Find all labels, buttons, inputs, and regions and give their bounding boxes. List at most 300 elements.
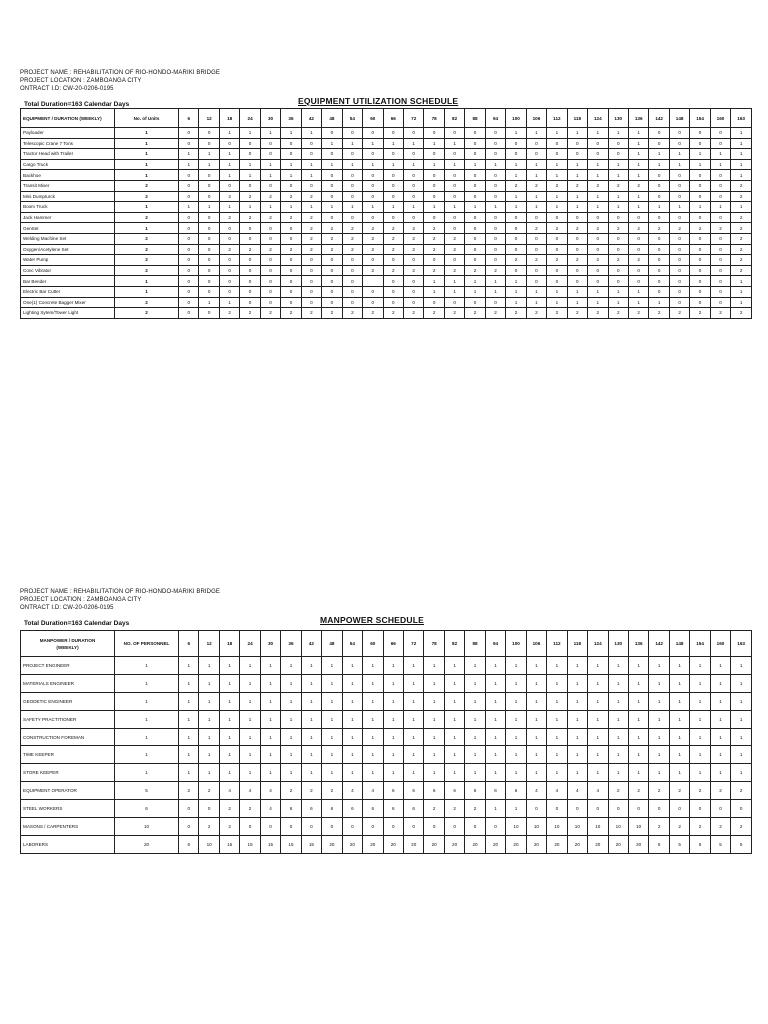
table-cell: 5 xyxy=(710,835,730,853)
week-header-72: 72 xyxy=(403,631,423,657)
table-cell: 0 xyxy=(322,128,342,139)
row-label: Boom Truck xyxy=(21,202,115,213)
table-cell: 1 xyxy=(281,746,301,764)
row-label: GenSet xyxy=(21,223,115,234)
table-cell: 0 xyxy=(690,233,710,244)
table-cell: 0 xyxy=(628,276,648,287)
table-cell: 0 xyxy=(485,223,505,234)
table-cell: 1 xyxy=(363,159,383,170)
week-header-66: 66 xyxy=(383,109,403,128)
table-cell: 1 xyxy=(710,692,730,710)
table-cell: 1 xyxy=(424,276,444,287)
table-cell: 1 xyxy=(363,657,383,675)
table-cell: 1 xyxy=(260,128,280,139)
table-cell: 0 xyxy=(301,149,321,160)
table-cell: 1 xyxy=(281,159,301,170)
table-cell: 2 xyxy=(731,223,752,234)
row-label: Water Pump xyxy=(21,255,115,266)
table-cell: 2 xyxy=(547,223,567,234)
table-cell: 1 xyxy=(403,159,423,170)
table-cell: 1 xyxy=(219,710,239,728)
table-cell: 0 xyxy=(219,233,239,244)
row-units: 2 xyxy=(115,265,179,276)
table-cell: 0 xyxy=(608,149,628,160)
table-cell: 20 xyxy=(322,835,342,853)
table-cell: 0 xyxy=(669,297,689,308)
table-cell: 0 xyxy=(199,223,219,234)
table-cell: 20 xyxy=(506,835,526,853)
table-cell: 0 xyxy=(342,276,362,287)
table-cell: 2 xyxy=(424,800,444,818)
table-row xyxy=(21,297,752,308)
table-cell: 0 xyxy=(199,191,219,202)
table-row xyxy=(21,710,752,728)
table-cell: 1 xyxy=(710,657,730,675)
table-cell: 1 xyxy=(485,764,505,782)
column-header-equipment: EQUIPMENT / DURATION (WEEKLY) xyxy=(21,109,115,128)
table-cell: 0 xyxy=(444,818,464,836)
table-cell: 1 xyxy=(240,202,260,213)
row-units: 2 xyxy=(115,212,179,223)
row-units: 5 xyxy=(115,782,179,800)
table-cell: 1 xyxy=(240,159,260,170)
table-cell: 0 xyxy=(506,233,526,244)
table-cell: 1 xyxy=(669,710,689,728)
row-units: 1 xyxy=(115,286,179,297)
table-cell: 0 xyxy=(179,128,199,139)
table-cell: 1 xyxy=(710,728,730,746)
table-cell: 0 xyxy=(567,800,587,818)
table-cell: 0 xyxy=(444,297,464,308)
table-cell: 1 xyxy=(506,800,526,818)
table-cell: 0 xyxy=(628,265,648,276)
week-header-48: 48 xyxy=(322,631,342,657)
week-header-30: 30 xyxy=(260,109,280,128)
table-cell: 1 xyxy=(669,746,689,764)
table-cell: 1 xyxy=(669,657,689,675)
table-cell: 1 xyxy=(526,128,546,139)
table-cell: 1 xyxy=(588,710,608,728)
row-units: 1 xyxy=(115,746,179,764)
table-cell: 1 xyxy=(628,710,648,728)
table-cell: 0 xyxy=(710,800,730,818)
table-cell: 0 xyxy=(669,170,689,181)
table-cell: 1 xyxy=(710,149,730,160)
table-cell: 0 xyxy=(199,180,219,191)
contract-id: ONTRACT I.D: CW-20-0206-0195 xyxy=(20,605,114,611)
row-label: Oxygen/Acetylene Set xyxy=(21,244,115,255)
table-cell: 2 xyxy=(219,308,239,319)
table-cell: 10 xyxy=(199,835,219,853)
table-cell: 1 xyxy=(669,149,689,160)
table-cell: 1 xyxy=(710,710,730,728)
table-cell: 15 xyxy=(219,835,239,853)
table-cell: 1 xyxy=(260,692,280,710)
table-cell: 2 xyxy=(444,308,464,319)
table-cell: 1 xyxy=(567,674,587,692)
table-cell: 0 xyxy=(424,818,444,836)
table-cell: 2 xyxy=(710,782,730,800)
table-cell: 0 xyxy=(383,276,403,287)
project-location: PROJECT LOCATION : ZAMBOANGA CITY xyxy=(20,597,142,603)
table-cell: 15 xyxy=(260,835,280,853)
table-cell: 0 xyxy=(485,128,505,139)
row-units: 1 xyxy=(115,202,179,213)
table-cell: 1 xyxy=(567,297,587,308)
table-cell: 2 xyxy=(281,212,301,223)
table-cell: 0 xyxy=(240,233,260,244)
table-cell: 1 xyxy=(363,728,383,746)
table-cell: 0 xyxy=(608,800,628,818)
table-cell: 0 xyxy=(179,138,199,149)
table-cell: 1 xyxy=(342,746,362,764)
table-cell: 1 xyxy=(444,202,464,213)
table-cell: 0 xyxy=(649,128,669,139)
table-cell: 1 xyxy=(690,149,710,160)
table-cell: 1 xyxy=(567,728,587,746)
table-cell: 2 xyxy=(322,308,342,319)
table-cell: 1 xyxy=(403,710,423,728)
table-cell: 2 xyxy=(690,223,710,234)
table-cell: 0 xyxy=(465,149,485,160)
table-cell: 1 xyxy=(526,657,546,675)
table-cell: 0 xyxy=(649,265,669,276)
table-cell: 1 xyxy=(588,746,608,764)
table-cell: 6 xyxy=(444,782,464,800)
table-cell: 0 xyxy=(219,255,239,266)
table-cell: 0 xyxy=(690,286,710,297)
table-cell: 0 xyxy=(179,223,199,234)
table-cell: 0 xyxy=(465,255,485,266)
table-cell: 0 xyxy=(322,212,342,223)
table-cell: 1 xyxy=(608,202,628,213)
table-cell: 0 xyxy=(179,212,199,223)
column-header-manpower: MANPOWER / DURATION (WEEKLY) xyxy=(21,631,115,657)
table-cell: 1 xyxy=(547,692,567,710)
table-cell: 2 xyxy=(301,308,321,319)
table-cell: 0 xyxy=(710,297,730,308)
table-cell: 1 xyxy=(199,746,219,764)
table-cell: 1 xyxy=(424,159,444,170)
table-cell: 0 xyxy=(240,286,260,297)
table-cell: 2 xyxy=(731,233,752,244)
table-cell: 1 xyxy=(322,728,342,746)
table-cell: 1 xyxy=(710,202,730,213)
table-cell: 1 xyxy=(547,297,567,308)
table-cell: 6 xyxy=(301,800,321,818)
table-cell: 1 xyxy=(199,710,219,728)
table-cell: 1 xyxy=(219,149,239,160)
table-cell: 0 xyxy=(506,265,526,276)
table-cell: 1 xyxy=(608,159,628,170)
week-header-12: 12 xyxy=(199,631,219,657)
table-cell: 1 xyxy=(547,764,567,782)
table-cell: 0 xyxy=(567,149,587,160)
table-cell: 1 xyxy=(363,764,383,782)
table-row xyxy=(21,818,752,836)
table-cell: 1 xyxy=(465,159,485,170)
row-label: Electric Bar Cutter xyxy=(21,286,115,297)
table-cell: 2 xyxy=(199,782,219,800)
row-label: Welding Machine Set xyxy=(21,233,115,244)
table-cell: 1 xyxy=(608,746,628,764)
table-cell: 1 xyxy=(506,657,526,675)
table-cell: 20 xyxy=(485,835,505,853)
table-cell: 2 xyxy=(731,212,752,223)
table-cell: 2 xyxy=(669,782,689,800)
table-cell: 0 xyxy=(731,800,752,818)
table-cell: 1 xyxy=(403,202,423,213)
row-label: MASONS / CARPENTERS xyxy=(21,818,115,836)
row-units: 2 xyxy=(115,244,179,255)
table-cell: 1 xyxy=(240,692,260,710)
table-cell: 1 xyxy=(608,657,628,675)
table-cell: 0 xyxy=(485,233,505,244)
table-cell: 0 xyxy=(363,170,383,181)
table-cell: 0 xyxy=(485,170,505,181)
table-cell: 2 xyxy=(424,265,444,276)
table-cell: 1 xyxy=(424,692,444,710)
week-header-118: 118 xyxy=(567,109,587,128)
table-cell: 0 xyxy=(179,276,199,287)
table-cell: 1 xyxy=(179,159,199,170)
table-cell: 1 xyxy=(649,764,669,782)
table-cell: 1 xyxy=(322,138,342,149)
week-header-148: 148 xyxy=(669,109,689,128)
table-cell: 2 xyxy=(444,233,464,244)
table-cell: 0 xyxy=(669,138,689,149)
table-cell: 6 xyxy=(424,782,444,800)
row-label: Lighting Sytem/Tower Light xyxy=(21,308,115,319)
table-cell: 0 xyxy=(649,276,669,287)
table-cell: 1 xyxy=(506,170,526,181)
table-cell: 2 xyxy=(588,223,608,234)
table-cell: 0 xyxy=(383,170,403,181)
table-cell: 1 xyxy=(281,170,301,181)
table-cell: 0 xyxy=(322,191,342,202)
table-cell: 1 xyxy=(260,170,280,181)
table-cell: 0 xyxy=(199,265,219,276)
table-cell: 1 xyxy=(547,128,567,139)
table-cell: 4 xyxy=(547,782,567,800)
table-cell: 0 xyxy=(199,128,219,139)
table-cell: 6 xyxy=(342,800,362,818)
table-cell: 0 xyxy=(588,244,608,255)
table-cell: 0 xyxy=(649,255,669,266)
row-label: Conc Vibrator xyxy=(21,265,115,276)
table-cell: 0 xyxy=(342,149,362,160)
table-cell: 0 xyxy=(710,265,730,276)
table-cell: 2 xyxy=(608,782,628,800)
table-cell: 1 xyxy=(424,286,444,297)
table-cell: 1 xyxy=(485,202,505,213)
table-cell: 0 xyxy=(179,170,199,181)
table-cell: 5 xyxy=(731,835,752,853)
table-cell: 0 xyxy=(710,233,730,244)
table-cell: 10 xyxy=(567,818,587,836)
table-cell: 1 xyxy=(506,276,526,287)
table-cell: 1 xyxy=(506,159,526,170)
table-cell: 1 xyxy=(199,674,219,692)
row-units: 1 xyxy=(115,710,179,728)
table-cell: 0 xyxy=(526,138,546,149)
total-duration: Total Duration=163 Calendar Days xyxy=(24,101,130,108)
table-cell: 0 xyxy=(608,265,628,276)
table-cell: 1 xyxy=(669,159,689,170)
table-row xyxy=(21,764,752,782)
table-cell: 0 xyxy=(690,128,710,139)
week-header-163: 163 xyxy=(731,109,752,128)
table-cell: 0 xyxy=(690,180,710,191)
row-label: Transit Mixer xyxy=(21,180,115,191)
table-cell: 0 xyxy=(219,223,239,234)
table-cell: 6 xyxy=(363,800,383,818)
table-cell: 0 xyxy=(363,149,383,160)
week-header-54: 54 xyxy=(342,109,362,128)
table-cell: 0 xyxy=(179,255,199,266)
table-cell: 1 xyxy=(342,674,362,692)
table-cell: 1 xyxy=(219,159,239,170)
table-cell: 0 xyxy=(199,212,219,223)
week-header-54: 54 xyxy=(342,631,362,657)
table-cell: 1 xyxy=(322,657,342,675)
table-cell: 0 xyxy=(383,255,403,266)
table-cell: 1 xyxy=(567,710,587,728)
table-cell: 0 xyxy=(628,244,648,255)
table-cell: 1 xyxy=(322,764,342,782)
table-cell: 1 xyxy=(260,710,280,728)
table-cell: 1 xyxy=(588,764,608,782)
week-header-112: 112 xyxy=(547,631,567,657)
table-cell: 1 xyxy=(547,191,567,202)
table-cell: 2 xyxy=(465,308,485,319)
table-row xyxy=(21,728,752,746)
table-cell: 4 xyxy=(526,782,546,800)
table-cell: 0 xyxy=(547,212,567,223)
table-cell: 2 xyxy=(669,223,689,234)
table-cell: 15 xyxy=(281,835,301,853)
table-cell: 2 xyxy=(342,244,362,255)
table-cell: 1 xyxy=(526,191,546,202)
table-cell: 1 xyxy=(690,692,710,710)
manpower-schedule-section xyxy=(20,588,752,854)
table-cell: 1 xyxy=(731,202,752,213)
table-cell: 1 xyxy=(363,692,383,710)
table-cell: 0 xyxy=(506,138,526,149)
table-cell: 4 xyxy=(260,782,280,800)
table-cell: 1 xyxy=(383,764,403,782)
table-cell: 1 xyxy=(628,170,648,181)
week-header-36: 36 xyxy=(281,631,301,657)
table-cell: 0 xyxy=(465,244,485,255)
table-cell: 1 xyxy=(526,297,546,308)
table-cell: 1 xyxy=(260,202,280,213)
week-header-88: 88 xyxy=(465,631,485,657)
table-cell: 1 xyxy=(424,202,444,213)
table-cell: 1 xyxy=(588,728,608,746)
table-cell: 2 xyxy=(485,308,505,319)
row-units: 1 xyxy=(115,764,179,782)
table-cell: 2 xyxy=(363,223,383,234)
table-cell: 2 xyxy=(240,244,260,255)
table-cell: 1 xyxy=(526,170,546,181)
table-cell: 1 xyxy=(731,764,752,782)
table-cell: 0 xyxy=(342,297,362,308)
row-label: SAFETY PRACTITIONER xyxy=(21,710,115,728)
table-cell: 0 xyxy=(301,180,321,191)
table-cell: 1 xyxy=(219,128,239,139)
table-cell: 20 xyxy=(363,835,383,853)
table-cell: 1 xyxy=(301,692,321,710)
table-cell: 1 xyxy=(444,728,464,746)
table-cell: 1 xyxy=(199,149,219,160)
table-cell: 2 xyxy=(526,255,546,266)
table-row xyxy=(21,265,752,276)
table-cell: 1 xyxy=(342,138,362,149)
table-cell: 1 xyxy=(281,202,301,213)
week-header-18: 18 xyxy=(219,109,239,128)
week-header-18: 18 xyxy=(219,631,239,657)
table-cell: 0 xyxy=(424,255,444,266)
table-cell: 1 xyxy=(383,674,403,692)
table-cell: 1 xyxy=(219,202,239,213)
table-cell: 1 xyxy=(526,692,546,710)
table-cell: 4 xyxy=(240,782,260,800)
table-cell: 0 xyxy=(485,180,505,191)
table-cell: 2 xyxy=(567,180,587,191)
table-cell: 20 xyxy=(342,835,362,853)
row-label: One(1) Concrete Bagger Mixer xyxy=(21,297,115,308)
table-cell: 4 xyxy=(342,782,362,800)
table-cell: 0 xyxy=(342,191,362,202)
table-cell: 1 xyxy=(628,746,648,764)
table-cell: 6 xyxy=(383,800,403,818)
table-cell: 1 xyxy=(588,170,608,181)
table-cell: 2 xyxy=(506,255,526,266)
table-cell: 1 xyxy=(628,728,648,746)
table-cell: 2 xyxy=(588,180,608,191)
week-header-36: 36 xyxy=(281,109,301,128)
table-cell: 0 xyxy=(281,818,301,836)
table-cell: 2 xyxy=(301,191,321,202)
table-cell: 0 xyxy=(260,276,280,287)
table-cell: 1 xyxy=(199,159,219,170)
table-cell: 2 xyxy=(424,308,444,319)
table-cell: 1 xyxy=(465,286,485,297)
table-cell: 1 xyxy=(363,138,383,149)
table-cell: 0 xyxy=(383,191,403,202)
week-header-148: 148 xyxy=(669,631,689,657)
table-cell: 2 xyxy=(731,818,752,836)
table-cell: 0 xyxy=(260,286,280,297)
table-cell: 1 xyxy=(649,202,669,213)
week-header-142: 142 xyxy=(649,631,669,657)
table-row xyxy=(21,276,752,287)
table-cell: 2 xyxy=(322,233,342,244)
table-cell: 6 xyxy=(485,782,505,800)
row-label: Jack Hammer xyxy=(21,212,115,223)
table-cell: 1 xyxy=(383,138,403,149)
table-cell: 1 xyxy=(547,728,567,746)
table-cell: 0 xyxy=(485,212,505,223)
table-cell: 0 xyxy=(567,212,587,223)
table-row xyxy=(21,180,752,191)
table-cell: 1 xyxy=(219,657,239,675)
table-cell: 0 xyxy=(322,180,342,191)
table-header-row xyxy=(21,109,752,128)
table-cell: 1 xyxy=(179,728,199,746)
table-cell: 0 xyxy=(281,149,301,160)
